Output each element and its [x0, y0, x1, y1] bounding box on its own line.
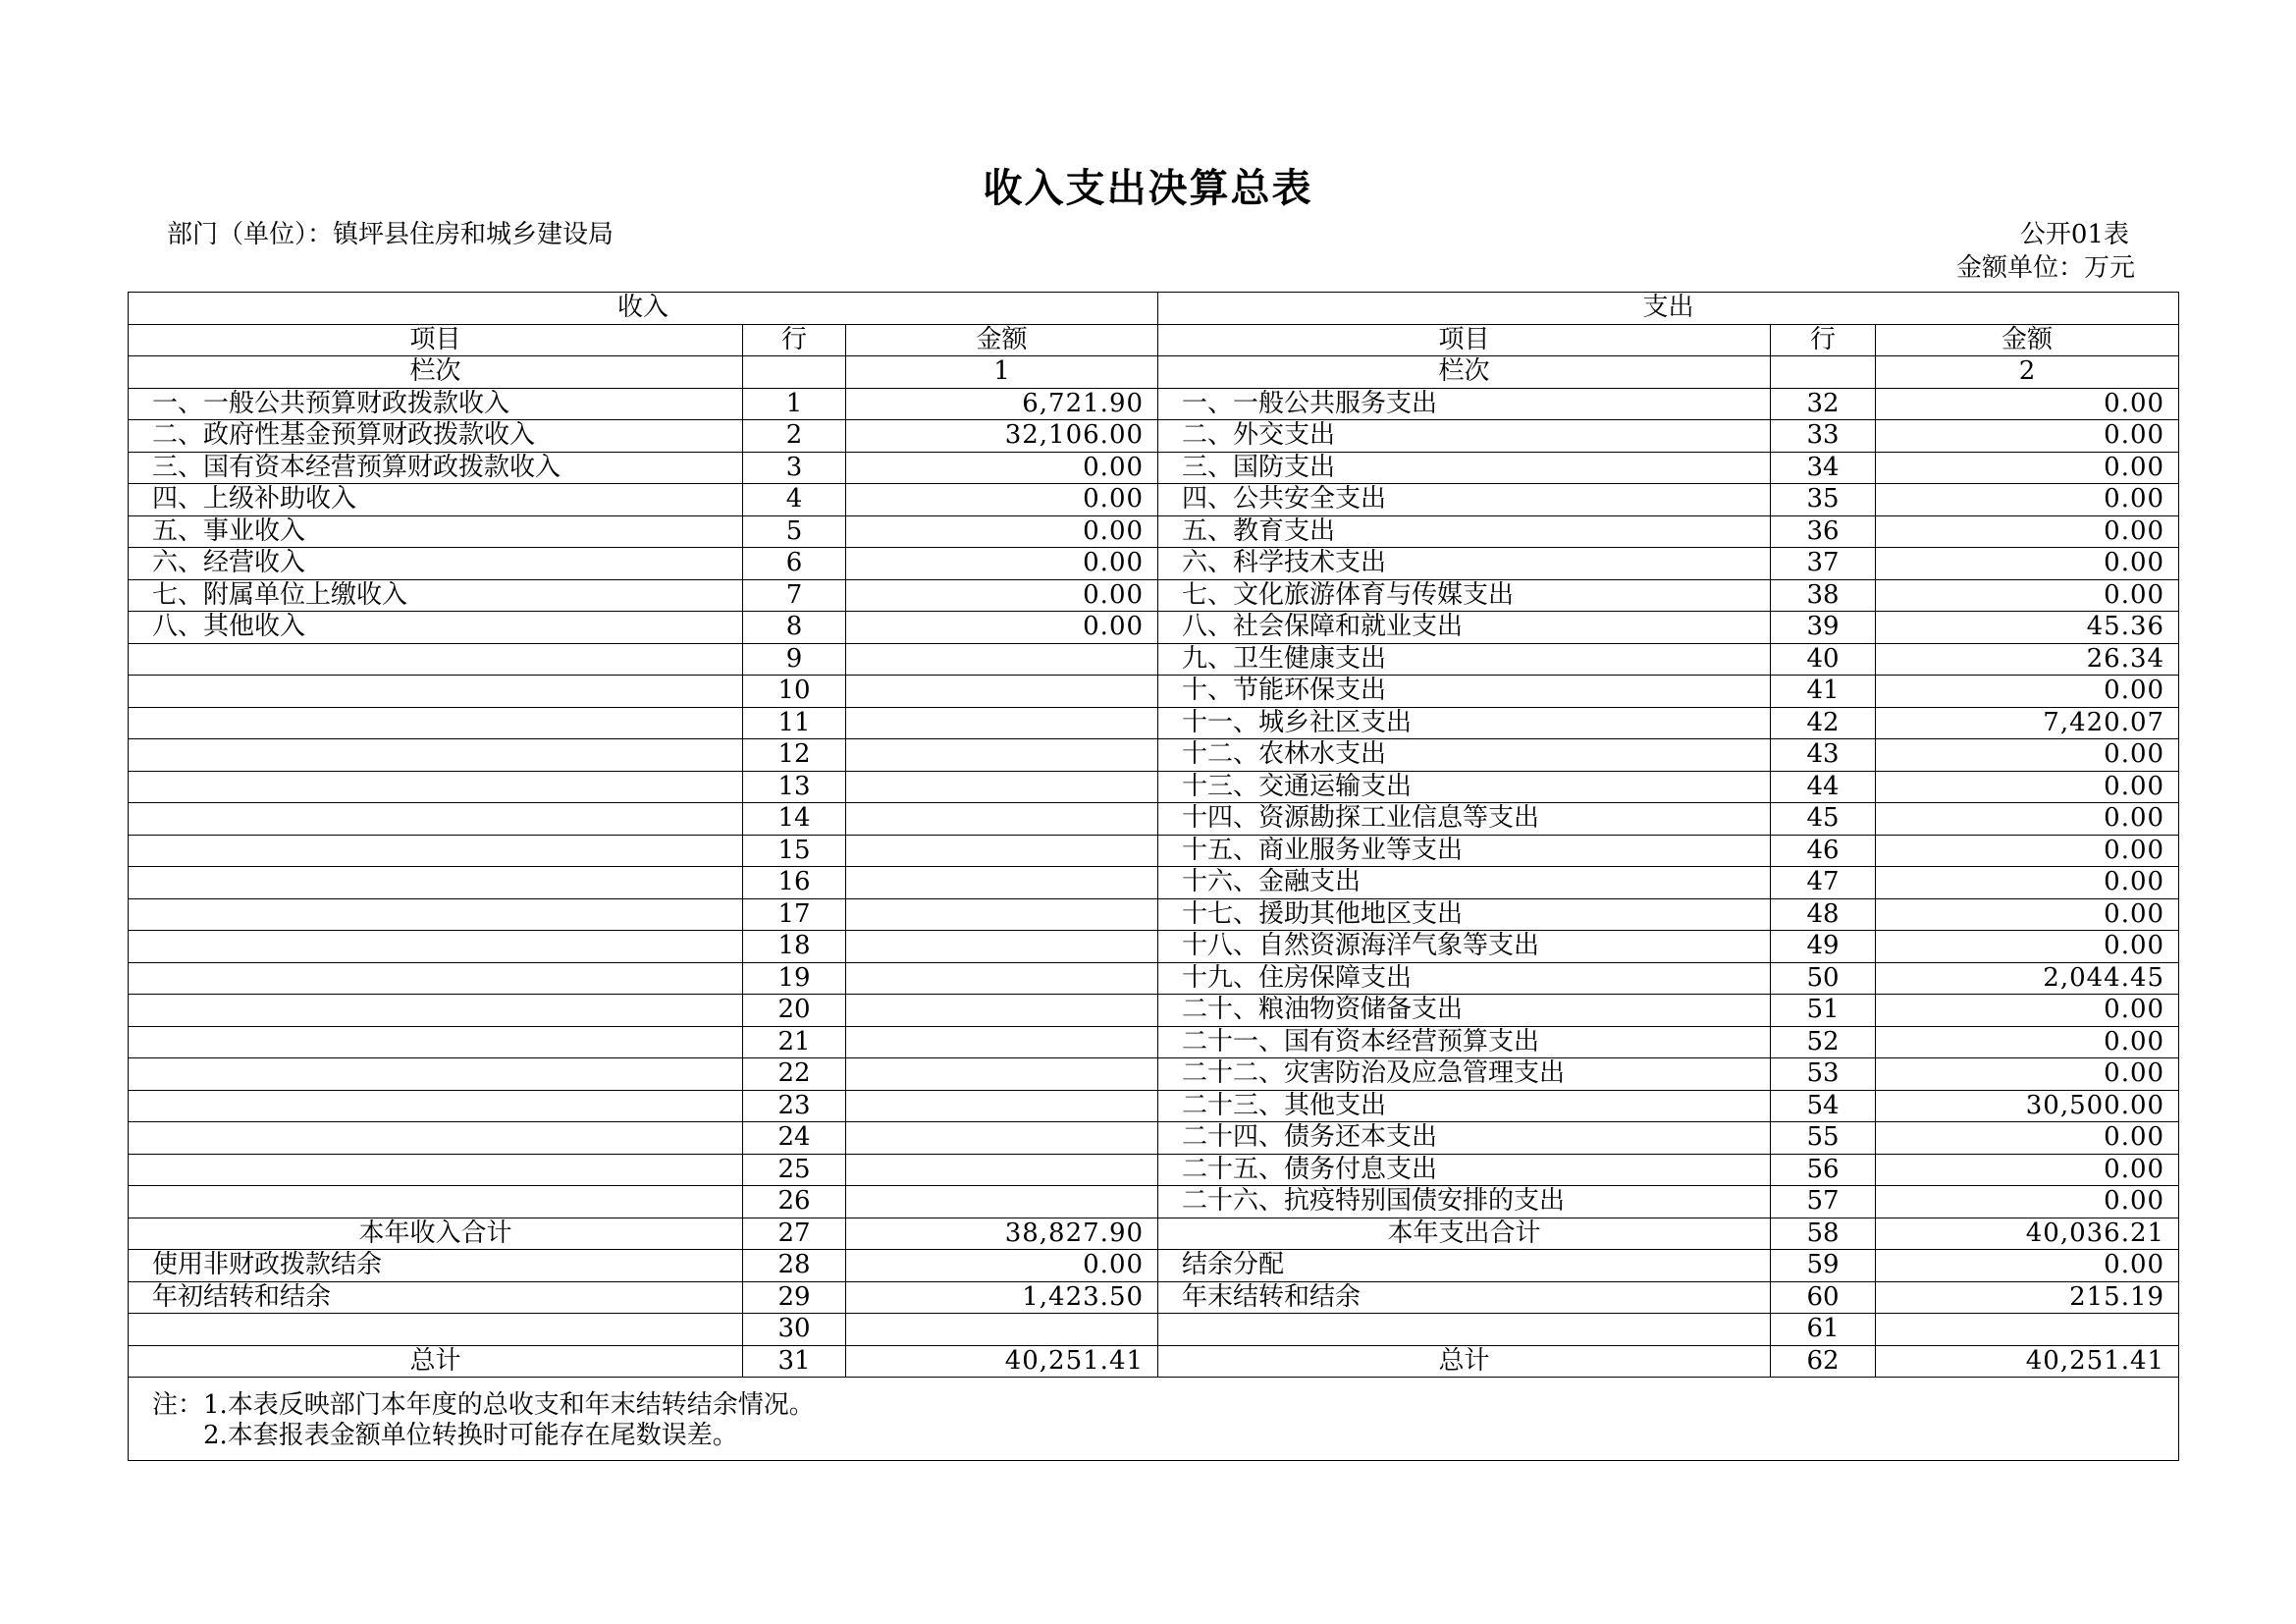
income-item-cell: 本年收入合计 — [129, 1218, 743, 1250]
expense-item-cell: 二十二、灾害防治及应急管理支出 — [1158, 1058, 1771, 1091]
expense-line-cell: 40 — [1771, 643, 1876, 676]
income-line-cell: 27 — [743, 1218, 846, 1250]
expense-item-cell: 一、一般公共服务支出 — [1158, 388, 1771, 420]
expense-amount-cell: 0.00 — [1876, 1186, 2179, 1218]
income-item-header: 项目 — [129, 324, 743, 356]
table-row — [129, 1122, 2179, 1155]
expense-item-header: 项目 — [1158, 324, 1771, 356]
table-row — [129, 1314, 2179, 1346]
income-line-cell: 24 — [743, 1122, 846, 1155]
income-line-cell: 26 — [743, 1186, 846, 1218]
income-item-cell — [129, 707, 743, 739]
expense-amount-cell: 0.00 — [1876, 771, 2179, 803]
expense-column-order-label: 栏次 — [1158, 356, 1771, 389]
table-row — [129, 898, 2179, 931]
expense-amount-cell: 0.00 — [1876, 803, 2179, 836]
department-label: 部门（单位）：镇坪县住房和城乡建设局 — [167, 220, 614, 249]
expense-amount-cell: 0.00 — [1876, 484, 2179, 516]
expense-item-cell: 十七、援助其他地区支出 — [1158, 898, 1771, 931]
income-item-cell — [129, 898, 743, 931]
income-amount-cell: 32,106.00 — [846, 420, 1158, 453]
expense-line-cell: 58 — [1771, 1218, 1876, 1250]
table-row — [129, 1281, 2179, 1314]
income-item-cell: 六、经营收入 — [129, 548, 743, 580]
expense-amount-cell: 7,420.07 — [1876, 707, 2179, 739]
income-item-cell — [129, 739, 743, 772]
income-line-cell: 2 — [743, 420, 846, 453]
expense-item-cell: 十二、农林水支出 — [1158, 739, 1771, 772]
expense-amount-cell: 0.00 — [1876, 452, 2179, 484]
expense-item-cell: 三、国防支出 — [1158, 452, 1771, 484]
income-amount-cell — [846, 771, 1158, 803]
expense-item-cell: 十三、交通运输支出 — [1158, 771, 1771, 803]
income-line-cell: 7 — [743, 579, 846, 612]
expense-amount-cell: 26.34 — [1876, 643, 2179, 676]
income-amount-cell: 0.00 — [846, 515, 1158, 548]
table-row — [129, 579, 2179, 612]
table-row — [129, 803, 2179, 836]
expense-item-cell: 十四、资源勘探工业信息等支出 — [1158, 803, 1771, 836]
income-amount-cell — [846, 898, 1158, 931]
expense-item-cell: 年末结转和结余 — [1158, 1281, 1771, 1314]
expense-amount-cell: 0.00 — [1876, 1250, 2179, 1282]
income-amount-cell — [846, 835, 1158, 867]
income-amount-cell — [846, 739, 1158, 772]
expense-item-cell: 十、节能环保支出 — [1158, 676, 1771, 708]
expense-line-cell: 46 — [1771, 835, 1876, 867]
expense-item-cell: 二十六、抗疫特别国债安排的支出 — [1158, 1186, 1771, 1218]
expense-item-cell: 七、文化旅游体育与传媒支出 — [1158, 579, 1771, 612]
income-line-cell: 11 — [743, 707, 846, 739]
expense-item-cell: 二十四、债务还本支出 — [1158, 1122, 1771, 1155]
table-row — [129, 548, 2179, 580]
expense-line-cell: 49 — [1771, 931, 1876, 963]
expense-amount-cell: 40,251.41 — [1876, 1345, 2179, 1378]
income-item-cell: 一、一般公共预算财政拨款收入 — [129, 388, 743, 420]
table-row — [129, 962, 2179, 995]
table-row — [129, 771, 2179, 803]
table-row — [129, 676, 2179, 708]
expense-item-cell: 本年支出合计 — [1158, 1218, 1771, 1250]
expense-amount-cell: 0.00 — [1876, 420, 2179, 453]
expense-line-cell: 53 — [1771, 1058, 1876, 1091]
income-line-cell: 19 — [743, 962, 846, 995]
income-item-cell — [129, 1314, 743, 1346]
expense-amount-cell: 0.00 — [1876, 515, 2179, 548]
income-line-cell: 15 — [743, 835, 846, 867]
expense-amount-cell: 0.00 — [1876, 676, 2179, 708]
income-item-cell — [129, 676, 743, 708]
income-line-cell: 31 — [743, 1345, 846, 1378]
income-line-cell: 12 — [743, 739, 846, 772]
income-amount-cell: 0.00 — [846, 579, 1158, 612]
income-line-header: 行 — [743, 324, 846, 356]
expense-amount-cell — [1876, 1314, 2179, 1346]
income-amount-cell — [846, 995, 1158, 1027]
expense-line-cell: 47 — [1771, 867, 1876, 899]
income-amount-cell — [846, 1090, 1158, 1122]
expense-amount-cell: 40,036.21 — [1876, 1218, 2179, 1250]
income-item-cell: 二、政府性基金预算财政拨款收入 — [129, 420, 743, 453]
income-amount-cell — [846, 867, 1158, 899]
income-item-cell — [129, 931, 743, 963]
expense-line-cell: 55 — [1771, 1122, 1876, 1155]
expense-amount-cell: 0.00 — [1876, 1058, 2179, 1091]
expense-item-cell: 十九、住房保障支出 — [1158, 962, 1771, 995]
income-item-cell — [129, 803, 743, 836]
expense-line-cell: 42 — [1771, 707, 1876, 739]
income-item-cell — [129, 1026, 743, 1058]
expense-line-cell: 33 — [1771, 420, 1876, 453]
income-column-order-label: 栏次 — [129, 356, 743, 389]
income-item-cell — [129, 962, 743, 995]
expense-amount-cell: 30,500.00 — [1876, 1090, 2179, 1122]
expense-item-cell: 二十五、债务付息支出 — [1158, 1154, 1771, 1186]
expense-amount-cell: 0.00 — [1876, 867, 2179, 899]
income-line-cell: 30 — [743, 1314, 846, 1346]
income-line-cell: 17 — [743, 898, 846, 931]
income-amount-cell: 6,721.90 — [846, 388, 1158, 420]
income-item-cell: 年初结转和结余 — [129, 1281, 743, 1314]
table-row — [129, 1250, 2179, 1282]
expense-line-cell: 54 — [1771, 1090, 1876, 1122]
income-amount-cell: 0.00 — [846, 612, 1158, 644]
table-row — [129, 707, 2179, 739]
expense-amount-cell: 0.00 — [1876, 579, 2179, 612]
income-amount-cell — [846, 1058, 1158, 1091]
income-line-cell: 10 — [743, 676, 846, 708]
table-row — [129, 420, 2179, 453]
income-line-cell: 29 — [743, 1281, 846, 1314]
income-line-cell: 14 — [743, 803, 846, 836]
expense-line-cell: 60 — [1771, 1281, 1876, 1314]
expense-item-cell: 二十一、国有资本经营预算支出 — [1158, 1026, 1771, 1058]
income-amount-cell — [846, 962, 1158, 995]
income-item-cell — [129, 1154, 743, 1186]
expense-amount-cell: 215.19 — [1876, 1281, 2179, 1314]
expense-line-cell: 41 — [1771, 676, 1876, 708]
expense-line-cell: 62 — [1771, 1345, 1876, 1378]
expense-item-cell: 四、公共安全支出 — [1158, 484, 1771, 516]
income-amount-cell: 1,423.50 — [846, 1281, 1158, 1314]
table-row — [129, 995, 2179, 1027]
income-item-cell — [129, 771, 743, 803]
income-item-cell — [129, 867, 743, 899]
income-line-cell: 25 — [743, 1154, 846, 1186]
section-header-row — [129, 293, 2179, 325]
income-item-cell: 七、附属单位上缴收入 — [129, 579, 743, 612]
table-row — [129, 1345, 2179, 1378]
income-line-cell: 13 — [743, 771, 846, 803]
expense-item-cell — [1158, 1314, 1771, 1346]
amount-unit: 金额单位：万元 — [1955, 253, 2135, 283]
expense-line-cell: 57 — [1771, 1186, 1876, 1218]
income-item-cell — [129, 995, 743, 1027]
income-line-cell: 9 — [743, 643, 846, 676]
table-row — [129, 1218, 2179, 1250]
expense-amount-cell: 0.00 — [1876, 995, 2179, 1027]
income-amount-cell — [846, 643, 1158, 676]
income-amount-cell: 0.00 — [846, 452, 1158, 484]
expense-amount-cell: 0.00 — [1876, 548, 2179, 580]
expense-amount-cell: 0.00 — [1876, 388, 2179, 420]
income-item-cell — [129, 1090, 743, 1122]
income-amount-cell — [846, 931, 1158, 963]
expense-item-cell: 二十三、其他支出 — [1158, 1090, 1771, 1122]
expense-amount-cell: 0.00 — [1876, 835, 2179, 867]
expense-line-cell: 37 — [1771, 548, 1876, 580]
note-line-1: 注：1.本表反映部门本年度的总收支和年末结转结余情况。 — [152, 1390, 815, 1420]
income-amount-cell — [846, 1122, 1158, 1155]
income-amount-cell — [846, 803, 1158, 836]
table-row — [129, 867, 2179, 899]
income-column-order-blank — [743, 356, 846, 389]
income-amount-cell: 0.00 — [846, 548, 1158, 580]
income-item-cell: 使用非财政拨款结余 — [129, 1250, 743, 1282]
income-line-cell: 16 — [743, 867, 846, 899]
expense-amount-cell: 0.00 — [1876, 931, 2179, 963]
income-line-cell: 23 — [743, 1090, 846, 1122]
table-row — [129, 739, 2179, 772]
income-amount-cell — [846, 676, 1158, 708]
expense-item-cell: 十一、城乡社区支出 — [1158, 707, 1771, 739]
income-line-cell: 18 — [743, 931, 846, 963]
expense-item-cell: 六、科学技术支出 — [1158, 548, 1771, 580]
expense-item-cell: 总计 — [1158, 1345, 1771, 1378]
expense-column-number: 2 — [1876, 356, 2179, 389]
table-row — [129, 484, 2179, 516]
expense-amount-cell: 0.00 — [1876, 739, 2179, 772]
expense-line-cell: 45 — [1771, 803, 1876, 836]
expense-item-cell: 八、社会保障和就业支出 — [1158, 612, 1771, 644]
expense-line-cell: 51 — [1771, 995, 1876, 1027]
income-section-header: 收入 — [129, 293, 1158, 325]
income-line-cell: 6 — [743, 548, 846, 580]
expense-column-order-blank — [1771, 356, 1876, 389]
expense-amount-header: 金额 — [1876, 324, 2179, 356]
table-row — [129, 1090, 2179, 1122]
table-row — [129, 835, 2179, 867]
expense-item-cell: 十六、金融支出 — [1158, 867, 1771, 899]
column-order-row — [129, 356, 2179, 389]
expense-line-cell: 59 — [1771, 1250, 1876, 1282]
expense-amount-cell: 0.00 — [1876, 1026, 2179, 1058]
table-row — [129, 1058, 2179, 1091]
table-row — [129, 1186, 2179, 1218]
income-item-cell: 三、国有资本经营预算财政拨款收入 — [129, 452, 743, 484]
income-amount-cell — [846, 1186, 1158, 1218]
expense-line-cell: 52 — [1771, 1026, 1876, 1058]
income-amount-cell: 0.00 — [846, 484, 1158, 516]
expense-amount-cell: 0.00 — [1876, 1122, 2179, 1155]
income-line-cell: 5 — [743, 515, 846, 548]
income-item-cell: 八、其他收入 — [129, 612, 743, 644]
expense-line-cell: 44 — [1771, 771, 1876, 803]
income-line-cell: 3 — [743, 452, 846, 484]
expense-line-cell: 39 — [1771, 612, 1876, 644]
notes-row — [129, 1378, 2179, 1461]
income-amount-cell: 0.00 — [846, 1250, 1158, 1282]
expense-item-cell: 九、卫生健康支出 — [1158, 643, 1771, 676]
income-item-cell — [129, 1122, 743, 1155]
page-title: 收入支出决算总表 — [983, 166, 1313, 211]
income-line-cell: 4 — [743, 484, 846, 516]
expense-item-cell: 五、教育支出 — [1158, 515, 1771, 548]
income-item-cell — [129, 643, 743, 676]
expense-line-cell: 36 — [1771, 515, 1876, 548]
expense-line-cell: 34 — [1771, 452, 1876, 484]
expense-item-cell: 二、外交支出 — [1158, 420, 1771, 453]
income-amount-cell: 40,251.41 — [846, 1345, 1158, 1378]
income-column-number: 1 — [846, 356, 1158, 389]
expense-item-cell: 结余分配 — [1158, 1250, 1771, 1282]
income-item-cell — [129, 835, 743, 867]
income-line-cell: 22 — [743, 1058, 846, 1091]
table-row — [129, 643, 2179, 676]
income-amount-cell — [846, 707, 1158, 739]
expense-line-cell: 56 — [1771, 1154, 1876, 1186]
expense-amount-cell: 0.00 — [1876, 1154, 2179, 1186]
expense-amount-cell: 45.36 — [1876, 612, 2179, 644]
income-line-cell: 1 — [743, 388, 846, 420]
expense-line-cell: 61 — [1771, 1314, 1876, 1346]
expense-line-cell: 35 — [1771, 484, 1876, 516]
expense-item-cell: 二十、粮油物资储备支出 — [1158, 995, 1771, 1027]
income-amount-header: 金额 — [846, 324, 1158, 356]
column-header-row — [129, 324, 2179, 356]
income-line-cell: 21 — [743, 1026, 846, 1058]
expense-item-cell: 十八、自然资源海洋气象等支出 — [1158, 931, 1771, 963]
table-row — [129, 1026, 2179, 1058]
expense-amount-cell: 2,044.45 — [1876, 962, 2179, 995]
expense-line-cell: 43 — [1771, 739, 1876, 772]
table-row — [129, 612, 2179, 644]
expense-amount-cell: 0.00 — [1876, 898, 2179, 931]
table-row — [129, 388, 2179, 420]
income-line-cell: 28 — [743, 1250, 846, 1282]
form-number: 公开01表 — [2019, 220, 2129, 249]
expense-line-cell: 48 — [1771, 898, 1876, 931]
income-line-cell: 8 — [743, 612, 846, 644]
expense-line-cell: 32 — [1771, 388, 1876, 420]
income-expense-table — [128, 292, 2179, 1461]
income-item-cell: 四、上级补助收入 — [129, 484, 743, 516]
income-item-cell: 总计 — [129, 1345, 743, 1378]
table-row — [129, 515, 2179, 548]
expense-item-cell: 十五、商业服务业等支出 — [1158, 835, 1771, 867]
note-line-2: 2.本套报表金额单位转换时可能存在尾数误差。 — [203, 1421, 738, 1450]
table-row — [129, 1154, 2179, 1186]
income-amount-cell: 38,827.90 — [846, 1218, 1158, 1250]
expense-line-cell: 50 — [1771, 962, 1876, 995]
income-amount-cell — [846, 1026, 1158, 1058]
table-row — [129, 452, 2179, 484]
expense-section-header: 支出 — [1158, 293, 2179, 325]
notes-cell — [129, 1378, 2179, 1461]
income-line-cell: 20 — [743, 995, 846, 1027]
income-item-cell: 五、事业收入 — [129, 515, 743, 548]
income-item-cell — [129, 1186, 743, 1218]
expense-line-cell: 38 — [1771, 579, 1876, 612]
income-amount-cell — [846, 1314, 1158, 1346]
table-row — [129, 931, 2179, 963]
income-item-cell — [129, 1058, 743, 1091]
expense-line-header: 行 — [1771, 324, 1876, 356]
income-amount-cell — [846, 1154, 1158, 1186]
